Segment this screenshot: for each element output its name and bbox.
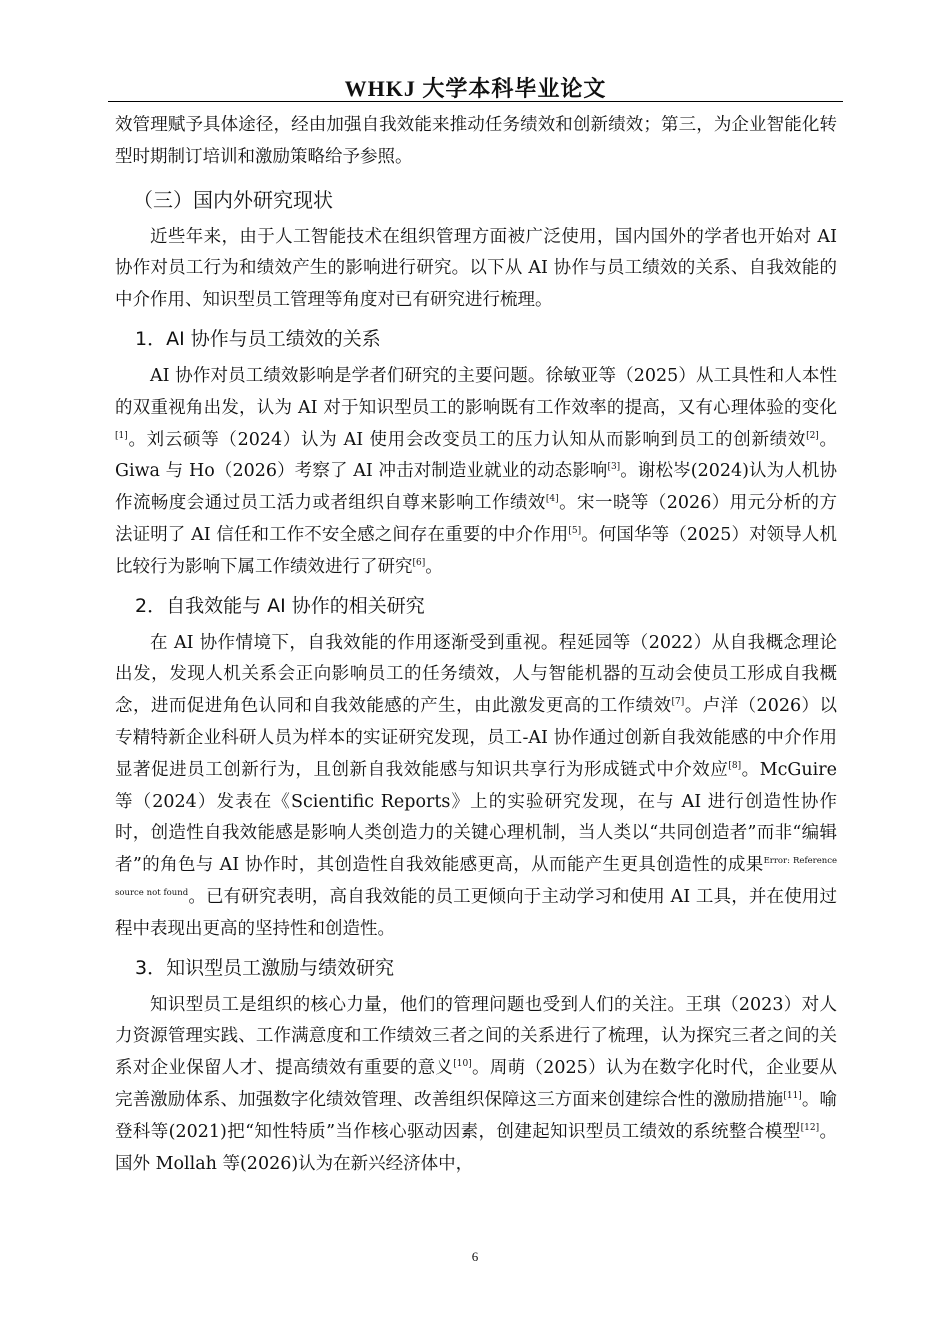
citation-ref-6[interactable]: [6] <box>412 557 426 568</box>
subsection-2-heading: 2．自我效能与 AI 协作的相关研究 <box>135 594 425 617</box>
citation-ref-1[interactable]: [1] <box>115 430 128 441</box>
section-intro-paragraph: 近些年来，由于人工智能技术在组织管理方面被广泛使用，国内国外的学者也开始对 AI 协作对员工行为和绩效产生的影响进行研究。以下从 AI 协作与员工绩效的关系、自我效能的中介作用、知识型员工管理等角度对已有研究进行梳理。 <box>115 226 837 311</box>
running-header-title: WHKJ 大学本科毕业论文 <box>344 76 607 101</box>
citation-ref-3[interactable]: [3] <box>607 462 621 473</box>
citation-ref-12[interactable]: [12] <box>800 1122 820 1133</box>
paragraph-text: 。Giwa 与 Ho（2026）考察了 AI 冲击对制造业就业的动态影响 <box>115 429 838 482</box>
paragraph-text: 知识型员工是组织的核心力量，他们的管理问题也受到人们的关注。王琪（2023）对人力资源管理实践、工作满意度和工作绩效三者之间的关系进行了梳理，认为探究三者之间的关系对企业保留人才、提高绩效有重要的意义 <box>115 994 837 1079</box>
body-text <box>115 110 837 1180</box>
citation-ref-8[interactable]: [8] <box>728 760 742 771</box>
citation-ref-10[interactable]: [10] <box>453 1059 472 1070</box>
citation-ref-11[interactable]: [11] <box>783 1090 802 1101</box>
citation-ref-2[interactable]: [2] <box>806 430 819 441</box>
citation-error-field[interactable]: Error: Reference source not found <box>115 856 837 898</box>
paragraph-text: 。 <box>425 556 443 577</box>
subsection-3-paragraph <box>115 990 837 1181</box>
citation-ref-4[interactable]: [4] <box>545 494 559 505</box>
header-rule <box>108 101 843 102</box>
paragraph-text: 。宋一晓等（2026）用元分析的方法证明了 AI 信任和工作不安全感之间存在重要的中介作用 <box>115 493 837 545</box>
paragraph-text: 。何国华等（2025）对领导人机比较行为影响下属工作绩效进行了研究 <box>115 524 837 577</box>
paragraph-text: 在 AI 协作情境下，自我效能的作用逐渐受到重视。程延园等（2022）从自我概念理论出发，发现人机关系会正向影响员工的任务绩效，人与智能机器的互动会使员工形成自我概念，进而促进角色认同和自我效能感的产生，由此激发更高的工作绩效 <box>115 632 837 717</box>
paragraph-text: 。喻登科等(2021)把“知性特质”当作核心驱动因素，创建起知识型员工绩效的系统整合模型 <box>115 1089 838 1142</box>
citation-ref-7[interactable]: [7] <box>671 697 685 708</box>
paragraph-text: AI 协作对员工绩效影响是学者们研究的主要问题。徐敏亚等（2025）从工具性和人本性的双重视角出发，认为 AI 对于知识型员工的影响既有工作效率的提高，又有心理体验的变化 <box>115 365 837 418</box>
subsection-2-paragraph <box>115 628 837 946</box>
citation-ref-5[interactable]: [5] <box>568 525 582 536</box>
subsection-1-heading: 1．AI 协作与员工绩效的关系 <box>135 327 381 350</box>
paragraph-text: 。卢洋（2026）以专精特新企业科研人员为样本的实证研究发现，员工-AI 协作通过创新自我效能感的中介作用显著促进员工创新行为，且创新自我效能感与知识共享行为形成链式中介效应 <box>115 696 838 780</box>
paragraph-text: 。周萌（2025）认为在数字化时代，企业要从完善激励体系、加强数字化绩效管理、改善组织保障这三方面来创建综合性的激励措施 <box>115 1058 837 1110</box>
page-number: 6 <box>471 1249 479 1264</box>
paragraph-text: 。国外 Mollah 等(2026)认为在新兴经济体中， <box>115 1121 838 1174</box>
subsection-3-heading: 3．知识型员工激励与绩效研究 <box>135 956 395 979</box>
paragraph-text: 。已有研究表明，高自我效能的员工更倾向于主动学习和使用 AI 工具，并在使用过程中表现出更高的坚持性和创造性。 <box>115 886 837 939</box>
paragraph-text: 。McGuire 等（2024）发表在《Scientific Reports》上的实验研究发现，在与 AI 进行创造性协作时，创造性自我效能感是影响人类创造力的关键心理机制，当人类以“共同创造者”而非“编辑者”的角色与 AI 协作时，其创造性自我效能感更高，从而能产生更具创造性的成果 <box>115 759 837 876</box>
paragraph-text: 。刘云硕等（2024）认为 AI 使用会改变员工的压力认知从而影响到员工的创新绩效 <box>127 429 807 450</box>
section-heading: （三）国内外研究现状 <box>133 187 333 212</box>
subsection-1-paragraph <box>115 361 837 584</box>
intro-continuation-paragraph: 效管理赋予具体途径，经由加强自我效能来推动任务绩效和创新绩效；第三，为企业智能化转型时期制订培训和激励策略给予参照。 <box>115 115 837 167</box>
paragraph-text: 。谢松岑(2024)认为人机协作流畅度会通过员工活力或者组织自尊来影响工作绩效 <box>115 461 837 514</box>
